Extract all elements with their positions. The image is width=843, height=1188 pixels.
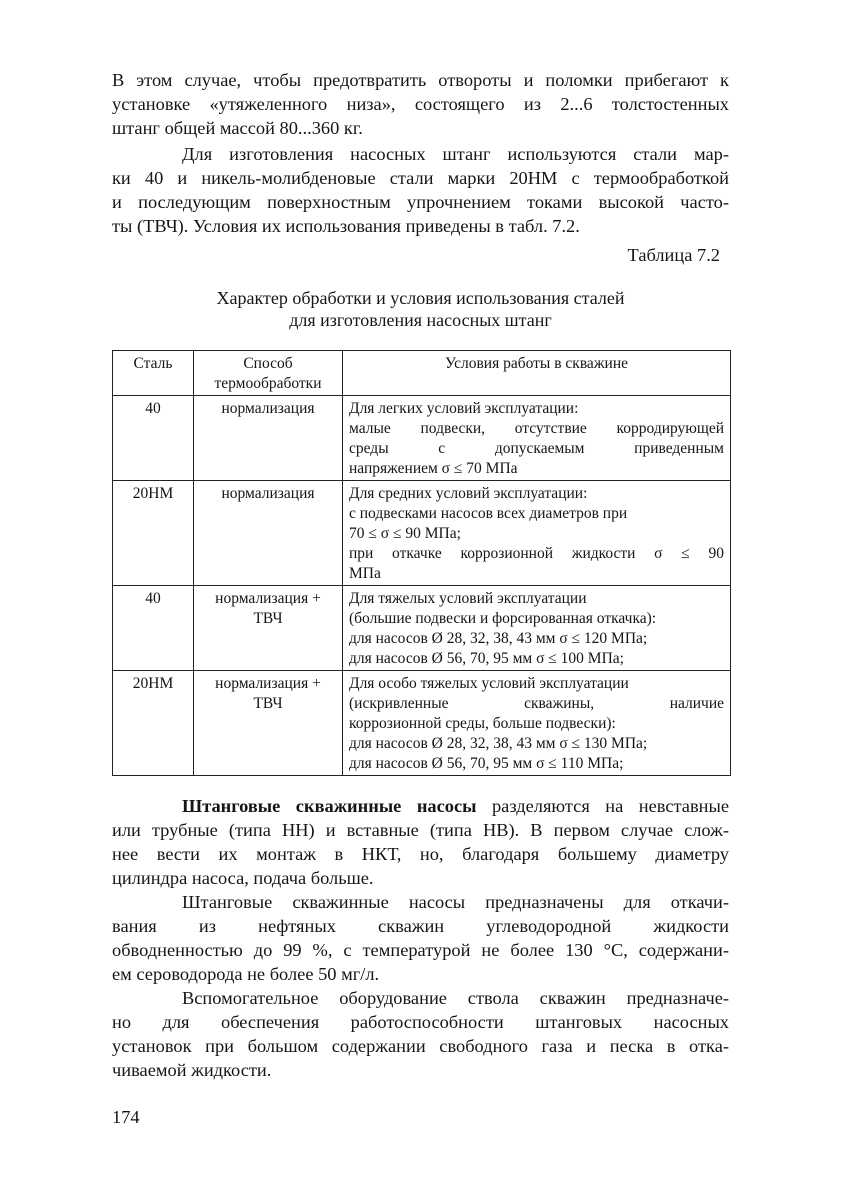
condition-line: Для особо тяжелых условий эксплуатации: [349, 675, 629, 692]
process-line: нормализация +: [215, 590, 321, 607]
text-line: ты (ТВЧ). Условия их использования приведены в табл. 7.2.: [112, 216, 580, 236]
text-line: вания из нефтяных скважин углеводородной жидкости: [112, 916, 729, 936]
table-row: [113, 396, 731, 481]
condition-line: при откачке коррозионной жидкости σ ≤ 90: [349, 545, 724, 562]
cell-conditions: [343, 396, 731, 481]
text-line: и последующим поверхностным упрочнением токами высокой часто-: [112, 192, 729, 212]
cell-process: [194, 396, 343, 481]
condition-line: МПа: [349, 565, 381, 582]
text-line: чиваемой жидкости.: [112, 1060, 272, 1080]
cell-process: [194, 671, 343, 776]
process-line: ТВЧ: [253, 695, 283, 712]
condition-line: 70 ≤ σ ≤ 90 МПа;: [349, 525, 461, 542]
condition-line: для насосов Ø 28, 32, 38, 43 мм σ ≤ 120 МПа;: [349, 630, 648, 647]
cell-steel: 40: [113, 586, 194, 671]
text-line: Для изготовления насосных штанг используются стали мар-: [182, 144, 729, 164]
text-line: цилиндра насоса, подача больше.: [112, 868, 374, 888]
header-process-line: Способ: [243, 355, 293, 372]
cell-process: [194, 586, 343, 671]
text-line: нее вести их монтаж в НКТ, но, благодаря большему диаметру: [112, 844, 729, 864]
header-conditions: Условия работы в скважине: [343, 351, 731, 396]
paragraph-heavy-bottom: [112, 68, 729, 140]
text-line: [112, 794, 729, 818]
paragraph-steel-grades: [112, 142, 729, 238]
cell-steel: 20НМ: [113, 671, 194, 776]
header-process: [194, 351, 343, 396]
caption-line: Характер обработки и условия использования сталей: [216, 288, 625, 308]
table-header-row: [113, 351, 731, 396]
header-process-line: термообработки: [214, 375, 322, 392]
condition-line: для насосов Ø 28, 32, 38, 43 мм σ ≤ 130 МПа;: [349, 735, 648, 752]
condition-line: Для тяжелых условий эксплуатации: [349, 590, 587, 607]
cell-steel: 20НМ: [113, 481, 194, 586]
text-line: ки 40 и никель-молибденовые стали марки 20НМ с термообработкой: [112, 168, 729, 188]
condition-line: Для средних условий эксплуатации:: [349, 485, 588, 502]
text-line: установок при большом содержании свободного газа и песка в отка-: [112, 1036, 729, 1056]
condition-line: коррозионной среды, больше подвески):: [349, 715, 616, 732]
text-line: обводненностью до 99 %, с температурой не более 130 °С, содержани-: [112, 940, 729, 960]
text-line: ем сероводорода не более 50 мг/л.: [112, 964, 380, 984]
condition-line: напряжением σ ≤ 70 МПа: [349, 460, 518, 477]
text-line: или трубные (типа НН) и вставные (типа НВ). В первом случае слож-: [112, 820, 729, 840]
text-line: Штанговые скважинные насосы предназначены для откачи-: [182, 892, 729, 912]
text-line: Вспомогательное оборудование ствола скважин предназначе-: [182, 988, 729, 1008]
text-line: но для обеспечения работоспособности штанговых насосных: [112, 1012, 729, 1032]
condition-line: (искривленные скважины, наличие: [349, 695, 724, 712]
cell-conditions: [343, 586, 731, 671]
table-number-label: Таблица 7.2: [627, 245, 720, 265]
process-line: нормализация +: [215, 675, 321, 692]
condition-line: для насосов Ø 56, 70, 95 мм σ ≤ 110 МПа;: [349, 755, 624, 772]
paragraph-auxiliary-equipment: [112, 986, 729, 1082]
condition-line: с подвесками насосов всех диаметров при: [349, 505, 628, 522]
steel-usage-table: [112, 350, 731, 776]
page-number: 174: [112, 1107, 140, 1127]
header-steel: Сталь: [113, 351, 194, 396]
process-line: ТВЧ: [253, 610, 283, 627]
caption-line: для изготовления насосных штанг: [289, 310, 552, 330]
table-row: [113, 586, 731, 671]
table-caption: [112, 287, 729, 331]
cell-steel: 40: [113, 396, 194, 481]
cell-process: [194, 481, 343, 586]
text-line: В этом случае, чтобы предотвратить отвороты и поломки прибегают к: [112, 70, 729, 90]
table-row: [113, 481, 731, 586]
condition-line: среды с допускаемым приведенным: [349, 440, 724, 457]
text-fragment: разделяются на невставные: [476, 796, 729, 816]
paragraph-pump-types: [112, 794, 729, 890]
bold-term: Штанговые скважинные насосы: [182, 796, 477, 816]
condition-line: для насосов Ø 56, 70, 95 мм σ ≤ 100 МПа;: [349, 650, 624, 667]
table-row: [113, 671, 731, 776]
text-line: штанг общей массой 80...360 кг.: [112, 118, 363, 138]
cell-conditions: [343, 481, 731, 586]
text-line: установке «утяжеленного низа», состоящего из 2...6 толстостенных: [112, 94, 729, 114]
condition-line: (большие подвески и форсированная откачка):: [349, 610, 657, 627]
condition-line: малые подвески, отсутствие корродирующей: [349, 420, 724, 437]
cell-conditions: [343, 671, 731, 776]
paragraph-pump-purpose: [112, 890, 729, 986]
process-line: нормализация: [221, 485, 315, 502]
condition-line: Для легких условий эксплуатации:: [349, 400, 579, 417]
process-line: нормализация: [221, 400, 315, 417]
